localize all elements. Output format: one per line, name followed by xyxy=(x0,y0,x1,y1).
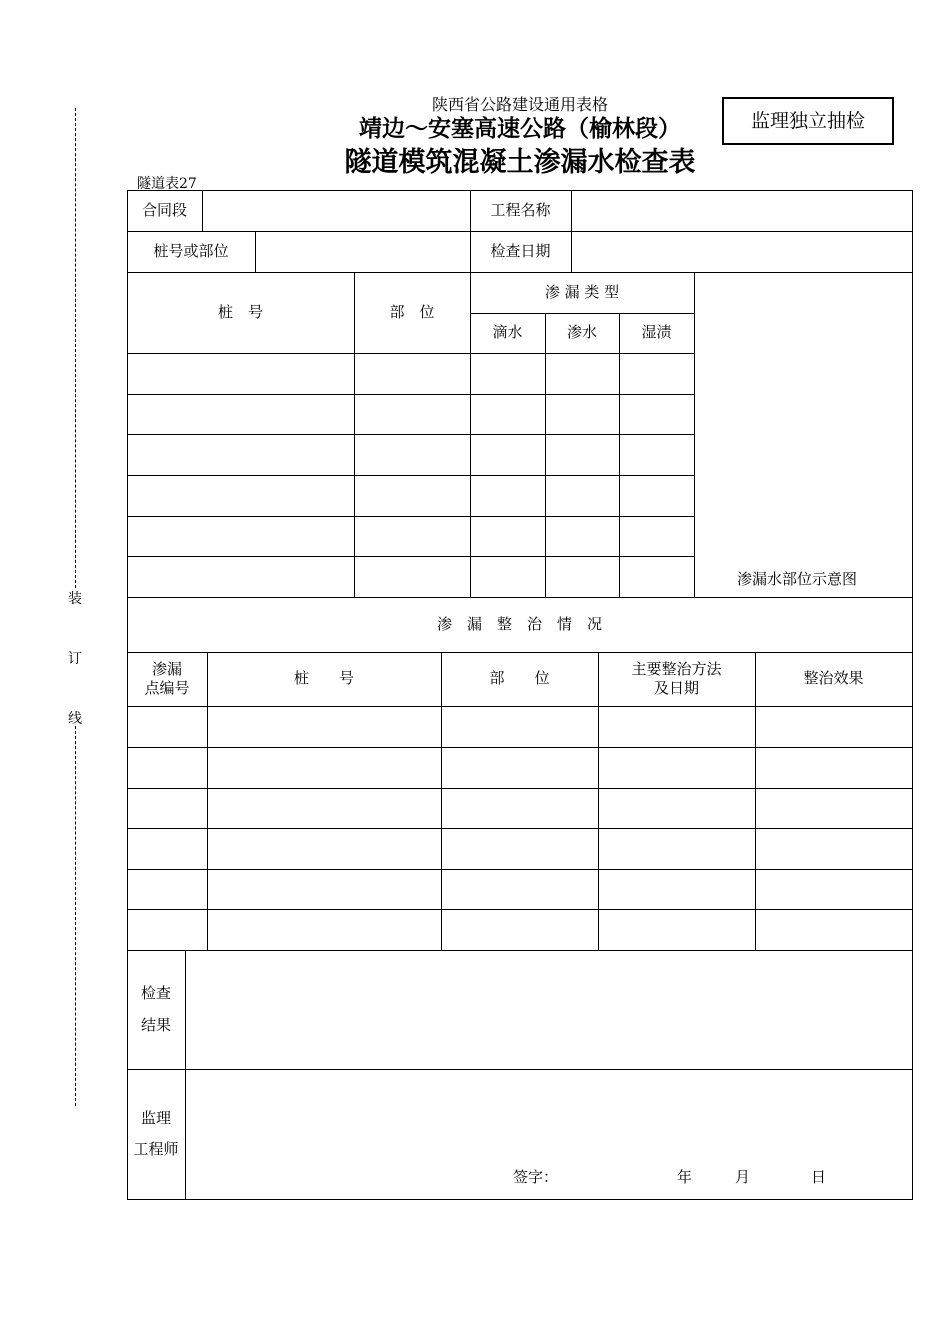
signature-field[interactable] xyxy=(560,1162,670,1188)
remediation-station-cell[interactable] xyxy=(207,788,441,828)
date-day: 日 xyxy=(811,1168,827,1186)
inspection-drip-cell[interactable] xyxy=(470,475,545,516)
result-label: 检查 结果 xyxy=(140,984,171,1034)
inspection-station-cell[interactable] xyxy=(127,556,354,597)
date-year: 年 xyxy=(677,1168,693,1186)
inspection-station-cell[interactable] xyxy=(127,353,354,394)
inspection-part-cell[interactable] xyxy=(354,394,470,434)
col-header-method-date: 主要整治方法 及日期 xyxy=(631,659,722,697)
inspection-wet-cell[interactable] xyxy=(619,556,694,597)
signature-label: 签字： xyxy=(513,1168,559,1186)
result-field[interactable] xyxy=(185,950,912,1069)
remediation-method-cell[interactable] xyxy=(598,706,755,747)
supervision-stamp: 监理独立抽检 xyxy=(722,97,894,145)
inspection-station-cell[interactable] xyxy=(127,394,354,434)
inspection-date-label: 检查日期 xyxy=(490,241,551,260)
col-header-remediation-part: 部 位 xyxy=(489,669,550,688)
remediation-station-cell[interactable] xyxy=(207,869,441,909)
inspection-drip-cell[interactable] xyxy=(470,394,545,434)
remediation-id-cell[interactable] xyxy=(127,706,207,747)
binding-char-xian: 线 xyxy=(68,711,82,727)
col-header-seep: 渗水 xyxy=(566,323,597,342)
col-header-leak-type: 渗 漏 类 型 xyxy=(544,282,620,301)
inspection-drip-cell[interactable] xyxy=(470,353,545,394)
binding-line-top xyxy=(75,108,76,588)
inspection-part-cell[interactable] xyxy=(354,475,470,516)
remediation-id-cell[interactable] xyxy=(127,788,207,828)
inspection-wet-cell[interactable] xyxy=(619,516,694,556)
remediation-effect-cell[interactable] xyxy=(755,788,912,828)
inspection-wet-cell[interactable] xyxy=(619,394,694,434)
remediation-part-cell[interactable] xyxy=(441,869,598,909)
remediation-part-cell[interactable] xyxy=(441,788,598,828)
col-header-effect: 整治效果 xyxy=(803,669,864,688)
col-header-remediation-station: 桩 号 xyxy=(293,669,354,688)
remediation-station-cell[interactable] xyxy=(207,909,441,950)
inspection-station-cell[interactable] xyxy=(127,516,354,556)
inspection-part-cell[interactable] xyxy=(354,556,470,597)
publisher-line: 陕西省公路建设通用表格 xyxy=(431,95,608,114)
inspection-part-cell[interactable] xyxy=(354,516,470,556)
remediation-id-cell[interactable] xyxy=(127,828,207,869)
inspection-seep-cell[interactable] xyxy=(545,556,619,597)
inspection-drip-cell[interactable] xyxy=(470,516,545,556)
inspection-part-cell[interactable] xyxy=(354,434,470,475)
station-or-part-field[interactable] xyxy=(255,231,470,272)
remediation-part-cell[interactable] xyxy=(441,828,598,869)
date-month: 月 xyxy=(735,1168,751,1186)
inspection-wet-cell[interactable] xyxy=(619,475,694,516)
remediation-station-cell[interactable] xyxy=(207,828,441,869)
remediation-station-cell[interactable] xyxy=(207,706,441,747)
remediation-effect-cell[interactable] xyxy=(755,828,912,869)
inspection-seep-cell[interactable] xyxy=(545,353,619,394)
form-number: 隧道表27 xyxy=(137,176,197,192)
inspection-seep-cell[interactable] xyxy=(545,394,619,434)
col-header-drip: 滴水 xyxy=(492,323,523,342)
inspection-station-cell[interactable] xyxy=(127,434,354,475)
remediation-part-cell[interactable] xyxy=(441,909,598,950)
remediation-effect-cell[interactable] xyxy=(755,747,912,788)
contract-field[interactable] xyxy=(202,190,470,231)
remediation-method-cell[interactable] xyxy=(598,828,755,869)
leak-diagram-label: 渗漏水部位示意图 xyxy=(737,570,858,588)
inspection-seep-cell[interactable] xyxy=(545,516,619,556)
inspection-drip-cell[interactable] xyxy=(470,556,545,597)
inspection-part-cell[interactable] xyxy=(354,353,470,394)
col-header-station: 桩 号 xyxy=(217,302,263,321)
binding-char-ding: 订 xyxy=(68,651,82,667)
remediation-id-cell[interactable] xyxy=(127,909,207,950)
inspection-date-field[interactable] xyxy=(571,231,912,272)
inspection-drip-cell[interactable] xyxy=(470,434,545,475)
leak-diagram-area[interactable] xyxy=(694,272,912,597)
inspection-seep-cell[interactable] xyxy=(545,434,619,475)
project-name-field[interactable] xyxy=(571,190,912,231)
col-header-wet: 湿渍 xyxy=(641,323,672,342)
remediation-id-cell[interactable] xyxy=(127,747,207,788)
remediation-method-cell[interactable] xyxy=(598,869,755,909)
remediation-section-title: 渗 漏 整 治 情 况 xyxy=(436,614,602,633)
inspection-wet-cell[interactable] xyxy=(619,434,694,475)
remediation-id-cell[interactable] xyxy=(127,869,207,909)
remediation-effect-cell[interactable] xyxy=(755,706,912,747)
remediation-effect-cell[interactable] xyxy=(755,869,912,909)
remediation-station-cell[interactable] xyxy=(207,747,441,788)
remediation-effect-cell[interactable] xyxy=(755,909,912,950)
remediation-method-cell[interactable] xyxy=(598,747,755,788)
inspection-station-cell[interactable] xyxy=(127,475,354,516)
remediation-part-cell[interactable] xyxy=(441,747,598,788)
page-title: 隧道模筑混凝土渗漏水检查表 xyxy=(344,147,696,178)
remediation-method-cell[interactable] xyxy=(598,788,755,828)
col-header-leak-point-id: 渗漏 点编号 xyxy=(144,659,190,697)
inspection-wet-cell[interactable] xyxy=(619,353,694,394)
supervisor-label: 监理 工程师 xyxy=(133,1108,179,1158)
binding-char-zhuang: 装 xyxy=(68,591,82,607)
remediation-part-cell[interactable] xyxy=(441,706,598,747)
contract-label: 合同段 xyxy=(141,200,187,219)
inspection-seep-cell[interactable] xyxy=(545,475,619,516)
station-or-part-label: 桩号或部位 xyxy=(153,241,229,260)
remediation-method-cell[interactable] xyxy=(598,909,755,950)
project-name-label: 工程名称 xyxy=(490,200,551,219)
project-name: 靖边～安塞高速公路（榆林段） xyxy=(359,116,681,142)
binding-line-bottom xyxy=(75,726,76,1106)
col-header-part: 部 位 xyxy=(389,302,435,321)
